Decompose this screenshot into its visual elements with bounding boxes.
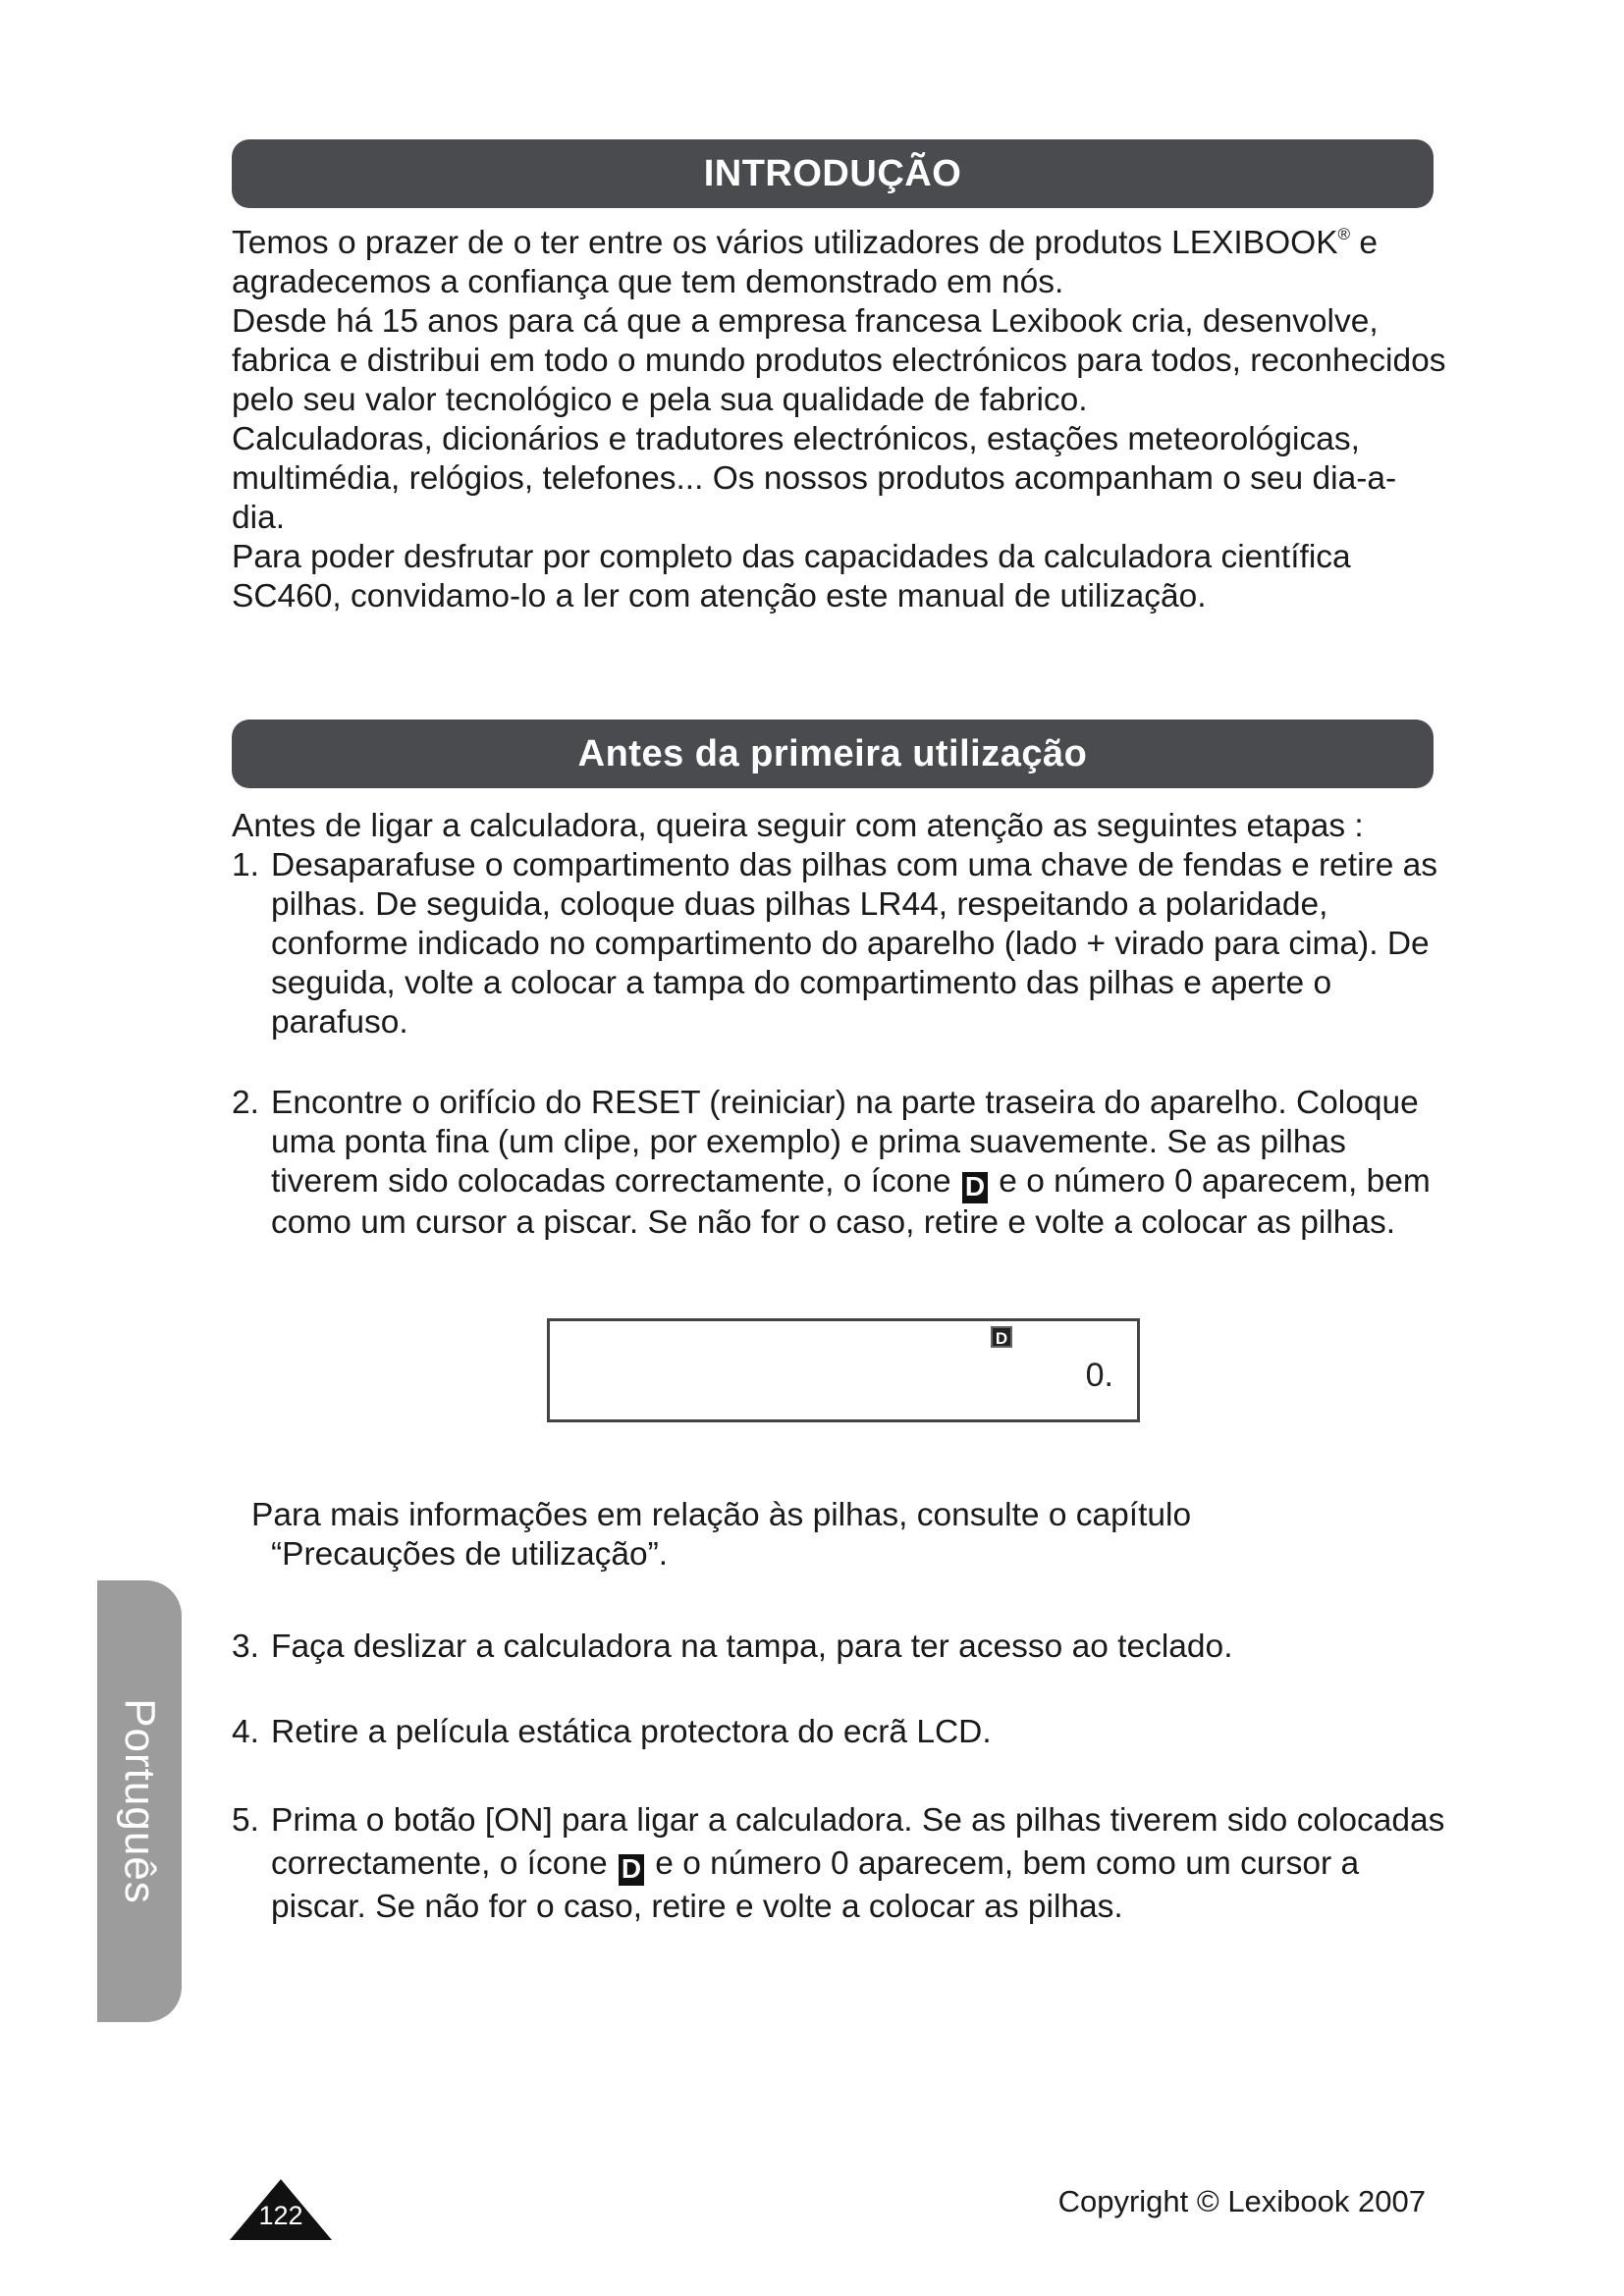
section-header-introducao [232,139,1434,208]
page-number-badge [228,2177,334,2242]
step-4 [232,1713,1449,1752]
display-value: 0. [1085,1357,1113,1394]
intro-paragraph-1: Temos o prazer de o ter entre os vários utilizadores de produtos LEXIBOOK® e agradecemos a confiança que tem demonstrado em nós. [232,225,1379,300]
step-text: Encontre o orifício do RESET (reiniciar) na parte traseira do aparelho. Coloque uma ponta fina (um clipe, por exemplo) e prima suavemente. Se as pilhas tiverem sido colocadas correctamente, o ícone D e o número 0 aparecem, bem como um cursor a piscar. Se não for o caso, retire e volte a colocar as pilhas. [271,1085,1431,1241]
step-text: Desaparafuse o compartimento das pilhas com uma chave de fendas e retire as pilhas. De seguida, coloque duas pilhas LR44, respeitando a polaridade, conforme indicado no compartimento do aparelho (lado + virado para cima). De seguida, volte a colocar a tampa do compartimento das pilhas e aperte o parafuso. [271,847,1438,1041]
battery-note: Para mais informações em relação às pilhas, consulte o capítulo “Precauções de utilização”. [251,1497,1192,1573]
before-use-lead: Antes de ligar a calculadora, queira seguir com atenção as seguintes etapas : [232,808,1364,844]
step-5 [232,1799,1449,1929]
section-header-antes [232,720,1434,788]
language-tab [97,1580,182,2022]
step-number: 3. [232,1629,259,1665]
step-number: 5. [232,1802,259,1839]
registered-mark: ® [1337,225,1351,243]
step-text: Retire a película estática protectora do ecrã LCD. [271,1714,992,1750]
language-label: Português [116,1698,164,1904]
section-title: Antes da primeira utilização [577,732,1088,774]
step-number: 2. [232,1085,259,1121]
intro-text [232,224,1449,616]
d-mode-icon: D [962,1172,988,1203]
step-text: Prima o botão [ON] para ligar a calculadora. Se as pilhas tiverem sido colocadas correctamente, o ícone D e o número 0 aparecem, bem como um cursor a piscar. Se não for o caso, retire e volte a colocar as pilhas. [271,1802,1445,1925]
step-1 [232,846,1449,1042]
intro-paragraph-3: Calculadoras, dicionários e tradutores electrónicos, estações meteorológicas, multimédia, relógios, telefones... Os nossos produtos acompanham o seu dia-a-dia. [232,421,1397,536]
d-mode-icon: D [619,1854,644,1886]
page-number: 122 [258,2201,303,2230]
step-number: 1. [232,847,259,883]
intro-paragraph-2: Desde há 15 anos para cá que a empresa francesa Lexibook cria, desenvolve, fabrica e distribui em todo o mundo produtos electrónicos para todos, reconhecidos pelo seu valor tecnológico e pela sua qualidade de fabrico. [232,303,1446,418]
lcd-display [547,1318,1140,1422]
step-2 [232,1084,1449,1243]
d-indicator-icon: D [991,1326,1012,1348]
step-3 [232,1628,1449,1667]
section-title: INTRODUÇÃO [703,152,962,194]
intro-paragraph-4: Para poder desfrutar por completo das capacidades da calculadora científica SC460, convidamo-lo a ler com atenção este manual de utilização. [232,539,1351,614]
step-number: 4. [232,1714,259,1750]
step-text: Faça deslizar a calculadora na tampa, para ter acesso ao teclado. [271,1629,1233,1665]
copyright-text: Copyright © Lexibook 2007 [1057,2184,1426,2218]
